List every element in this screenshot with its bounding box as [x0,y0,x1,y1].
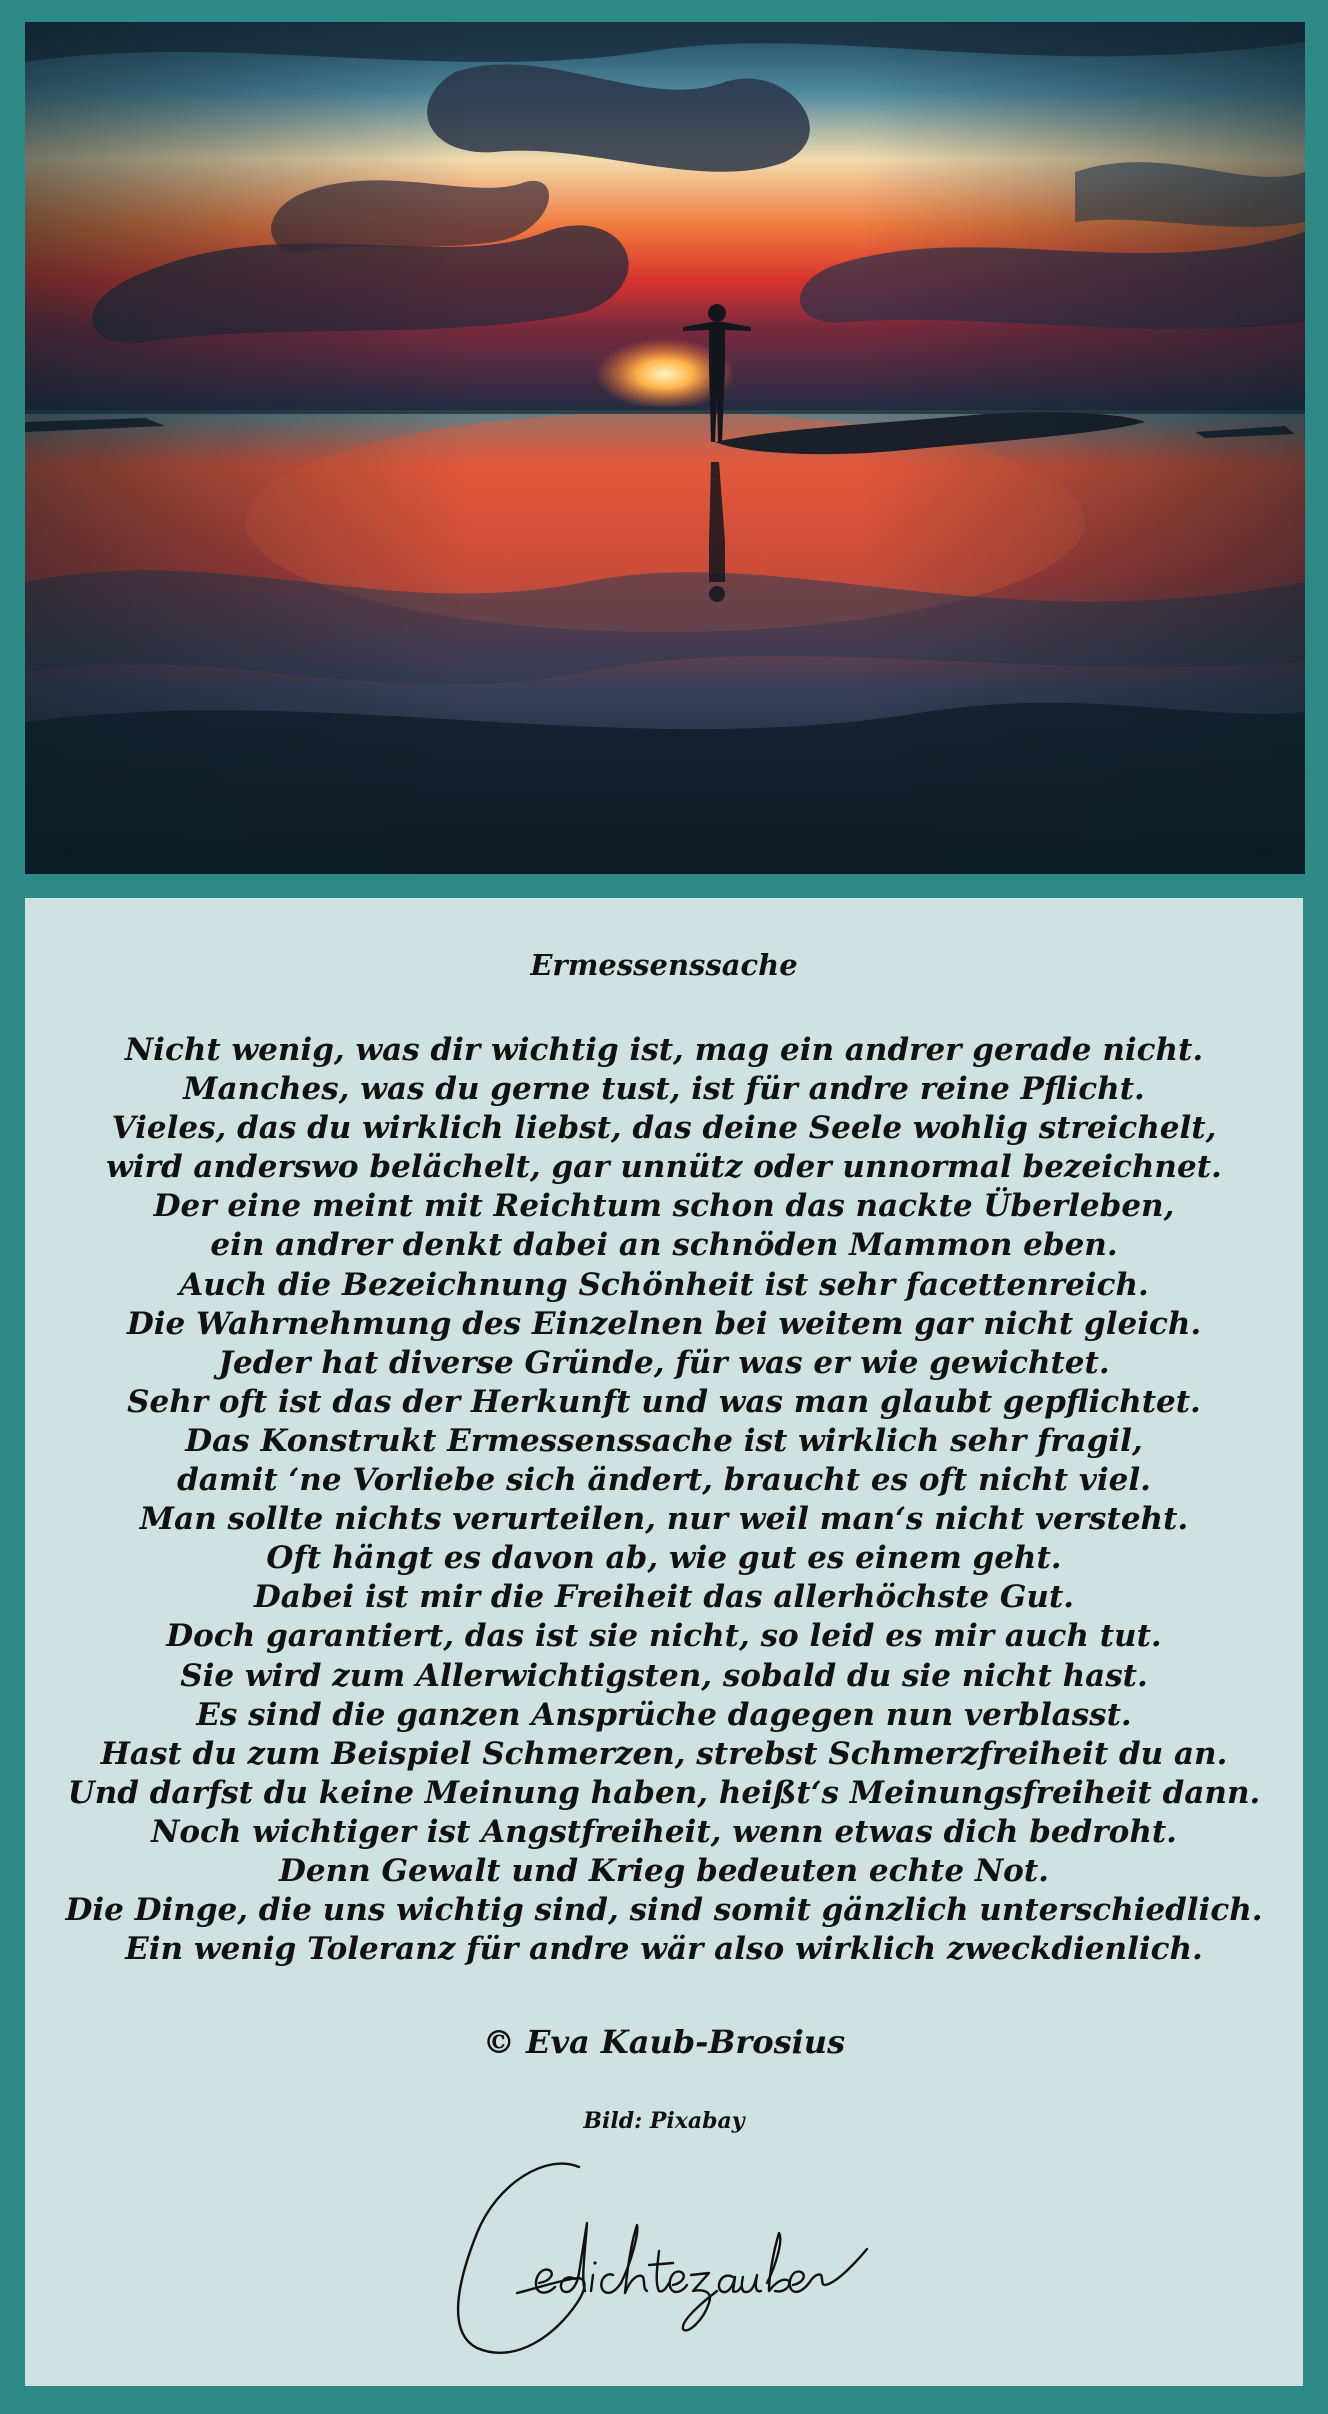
image-credit: Bild: Pixabay [583,2108,745,2134]
poem-line: Noch wichtiger ist Angstfreiheit, wenn etwas dich bedroht. [151,1813,1177,1850]
poem-line: Und darfst du keine Meinung haben, heißt‘s Meinungsfreiheit dann. [67,1774,1261,1811]
poem-line: Doch garantiert, das ist sie nicht, so leid es mir auch tut. [166,1618,1162,1655]
poem-line: Man sollte nichts verurteilen, nur weil man‘s nicht versteht. [139,1501,1189,1538]
poem-body [25,1031,1303,1969]
poem-line: Sehr oft ist das der Herkunft und was man glaubt gepflichtet. [127,1383,1201,1420]
poem-line: Es sind die ganzen Ansprüche dagegen nun verblasst. [196,1696,1132,1733]
poem-card [25,898,1303,2386]
poem-line: Ein wenig Toleranz für andre wär also wirklich zweckdienlich. [125,1931,1203,1968]
poem-line: Die Dinge, die uns wichtig sind, sind somit gänzlich unterschiedlich. [65,1892,1263,1929]
poem-line: Oft hängt es davon ab, wie gut es einem geht. [266,1540,1062,1577]
poem-line: Das Konstrukt Ermessenssache ist wirklich sehr fragil, [185,1422,1143,1459]
poem-line: ein andrer denkt dabei an schnöden Mammon eben. [210,1227,1118,1264]
poem-line: wird anderswo belächelt, gar unnütz oder unnormal bezeichnet. [106,1149,1222,1186]
handwritten-signature-logo [437,2153,907,2363]
poem-line: Jeder hat diverse Gründe, für was er wie gewichtet. [218,1344,1110,1381]
header-photo [25,22,1305,874]
sunset-beach-silhouette-image [25,22,1305,874]
poem-line: Auch die Bezeichnung Schönheit ist sehr facettenreich. [179,1266,1149,1303]
poem-line: Hast du zum Beispiel Schmerzen, strebst Schmerzfreiheit du an. [100,1735,1228,1772]
poem-line: Die Wahrnehmung des Einzelnen bei weitem gar nicht gleich. [126,1305,1202,1342]
poem-line: Sie wird zum Allerwichtigsten, sobald du sie nicht hast. [180,1657,1148,1694]
poem-line: Vieles, das du wirklich liebst, das deine Seele wohlig streichelt, [111,1110,1217,1147]
poem-line: Dabei ist mir die Freiheit das allerhöchste Gut. [253,1579,1075,1616]
poem-line: Denn Gewalt und Krieg bedeuten echte Not. [279,1852,1049,1889]
poem-line: damit ‘ne Vorliebe sich ändert, braucht es oft nicht viel. [177,1462,1151,1499]
poem-title: Ermessenssache [530,948,798,982]
poem-line: Der eine meint mit Reichtum schon das nackte Überleben, [153,1188,1175,1225]
author-credit: © Eva Kaub-Brosius [482,2023,846,2061]
poem-line: Manches, was du gerne tust, ist für andre reine Pflicht. [183,1071,1145,1108]
poem-line: Nicht wenig, was dir wichtig ist, mag ein andrer gerade nicht. [124,1032,1204,1068]
